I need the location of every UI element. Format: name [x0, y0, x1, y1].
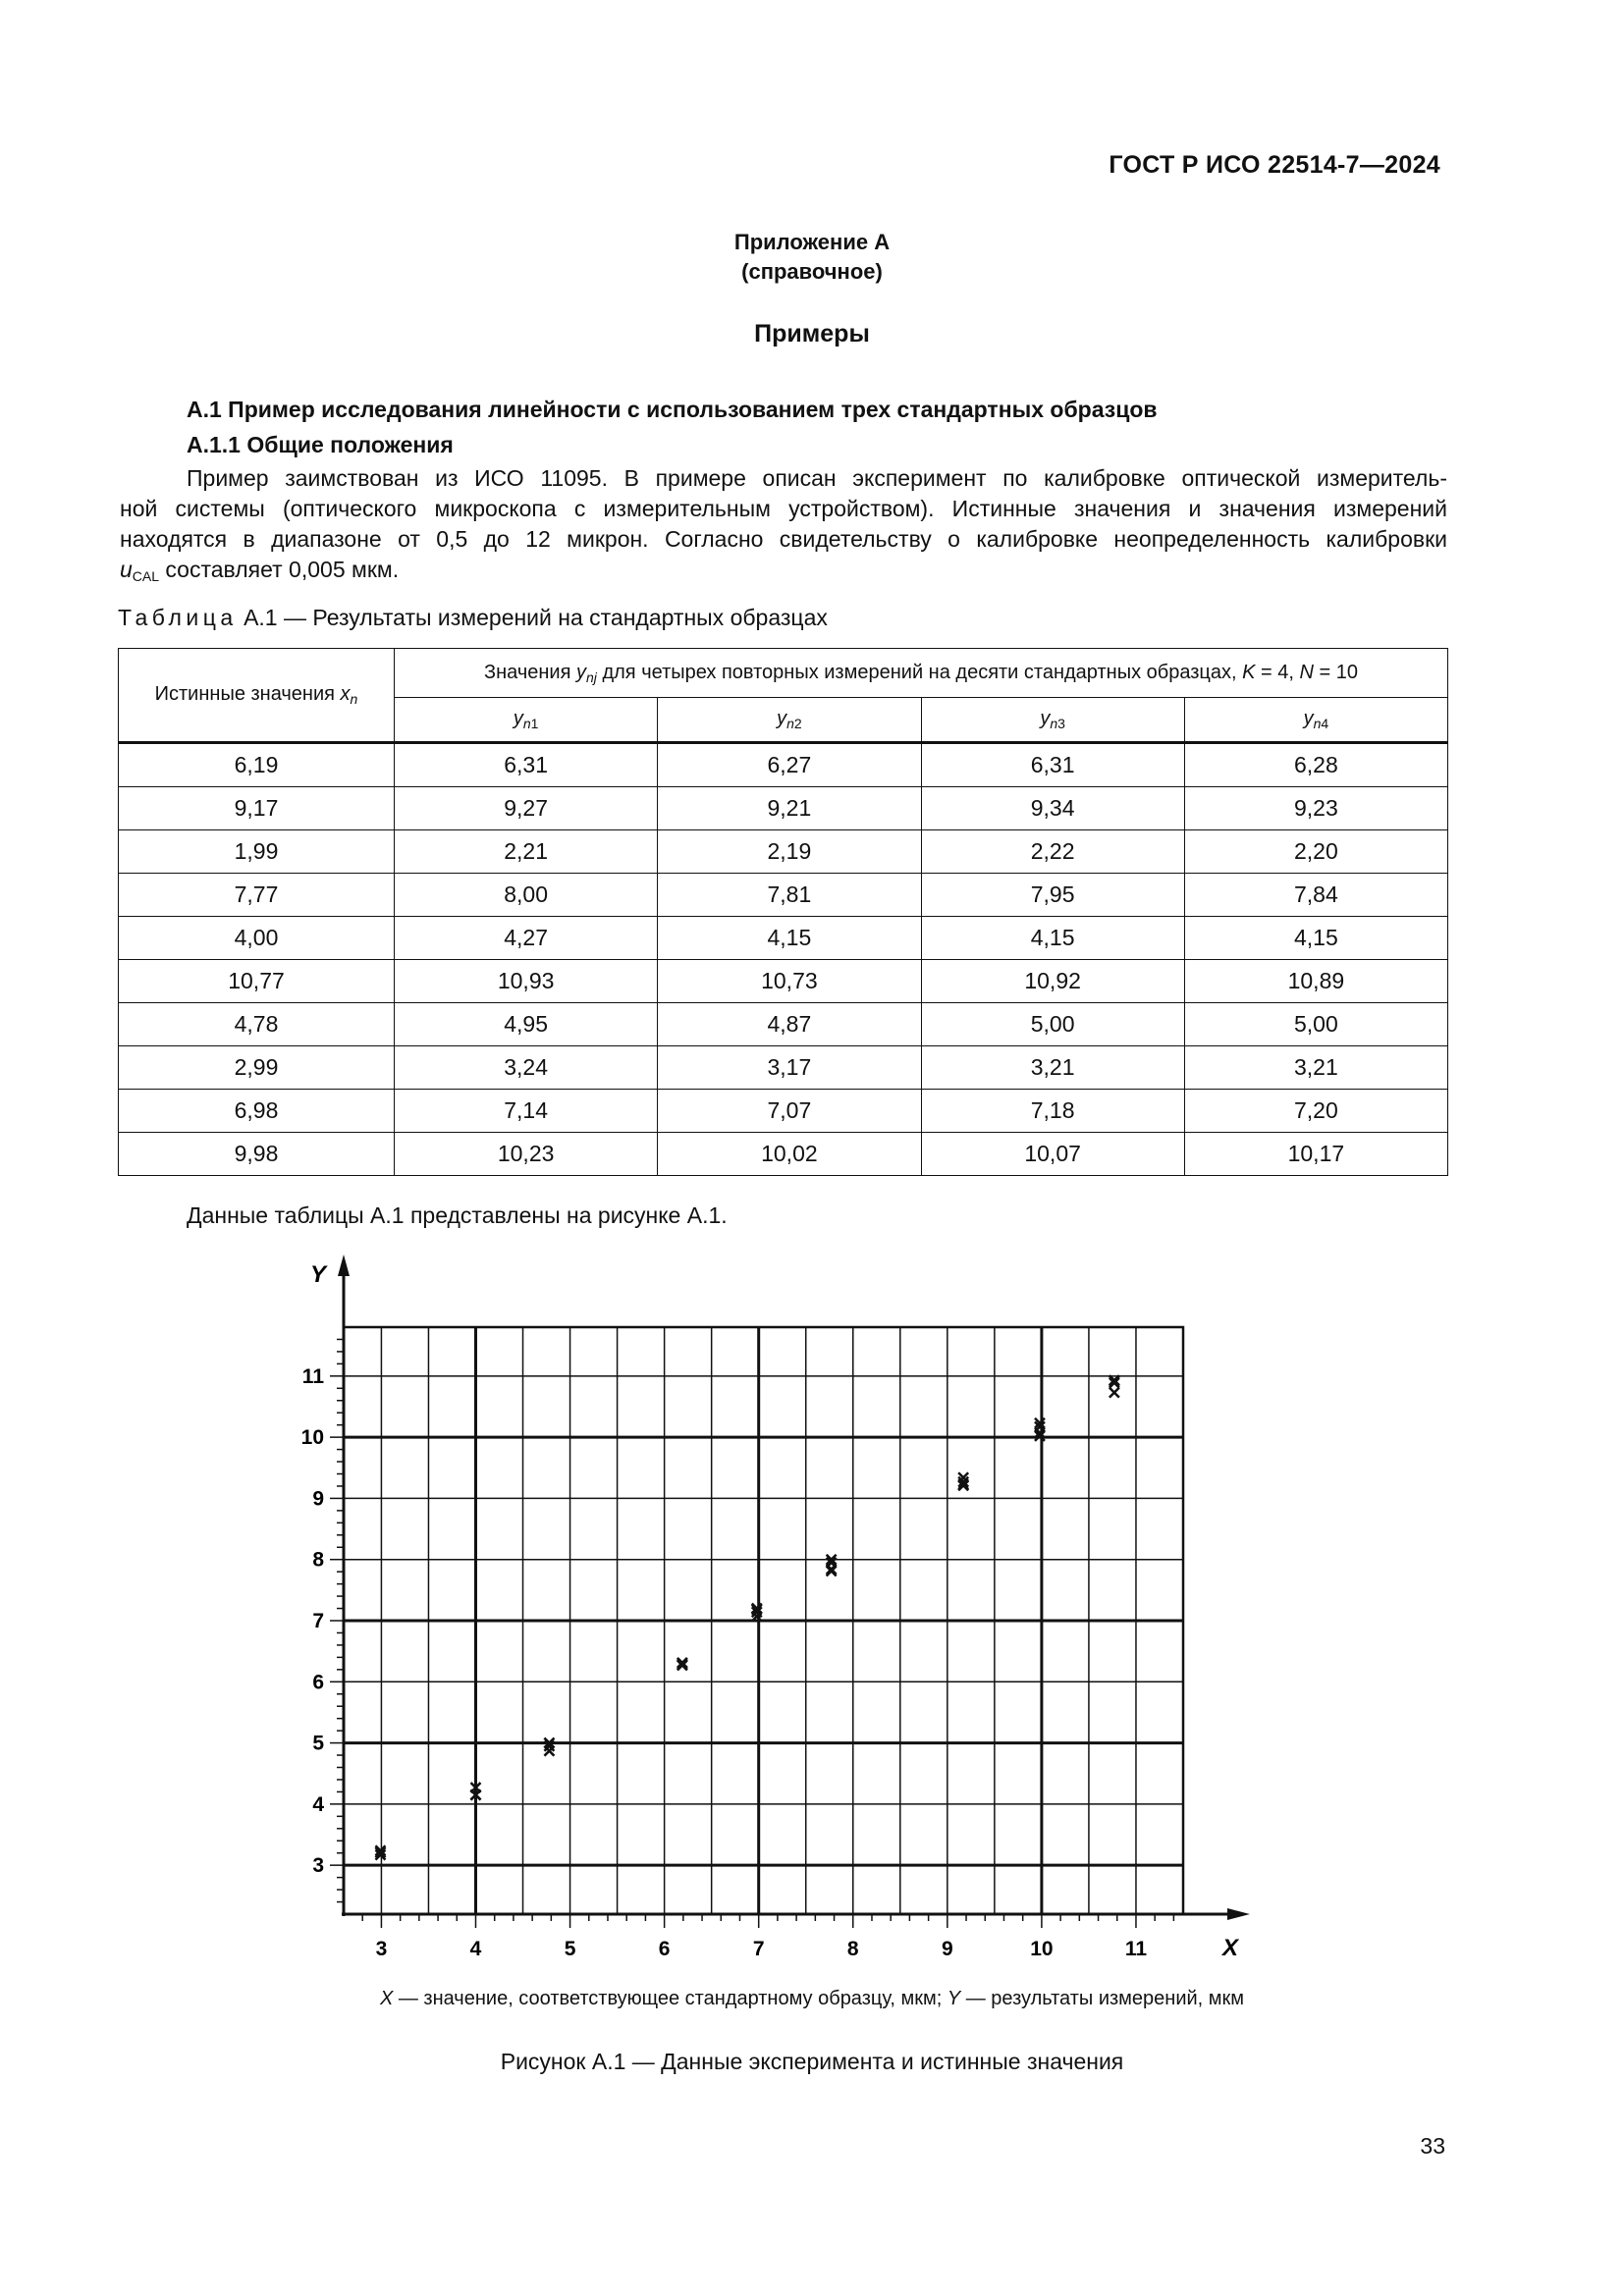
- table-body: [119, 743, 1448, 1176]
- measurement-cell: 10,07: [921, 1133, 1184, 1176]
- x-subscript: n: [350, 691, 358, 707]
- measurement-cell: 7,07: [658, 1090, 921, 1133]
- n-symbol: N: [1299, 661, 1314, 683]
- paragraph-line: находятся в диапазоне от 0,5 до 12 микрон. Согласно свидетельству о калибровке неопределенность калибровки: [120, 526, 1447, 552]
- measurement-cell: 10,93: [395, 960, 658, 1003]
- true-value-cell: 7,77: [119, 874, 395, 917]
- legend-x-symbol: X: [379, 1988, 394, 2009]
- y-axis-label: Y: [310, 1261, 327, 1288]
- table-caption-word: Таблица: [118, 605, 238, 630]
- appendix-subtitle: (справочное): [741, 259, 883, 284]
- paragraph-line: [120, 555, 1447, 592]
- x-symbol: x: [340, 683, 351, 705]
- table-row: [119, 917, 1448, 960]
- measurement-cell: 10,17: [1184, 1133, 1447, 1176]
- measurement-cell: 4,87: [658, 1003, 921, 1046]
- true-value-cell: 4,78: [119, 1003, 395, 1046]
- y-tick-label: 8: [312, 1548, 324, 1572]
- y-tick-label: 11: [301, 1364, 324, 1388]
- figure-caption: Рисунок А.1 — Данные эксперимента и истинные значения: [500, 2049, 1124, 2074]
- measurement-cell: 5,00: [921, 1003, 1184, 1046]
- k-symbol: K: [1242, 661, 1256, 683]
- results-table: [118, 648, 1448, 1176]
- y-tick-label: 6: [312, 1671, 324, 1694]
- measurement-cell: 6,27: [658, 743, 921, 787]
- sub-header-y2: $y_{n2}$: [658, 698, 921, 743]
- heading-a1: А.1 Пример исследования линейности с использованием трех стандартных образцов: [187, 397, 1158, 422]
- measurement-cell: 4,27: [395, 917, 658, 960]
- y-tick-label: 5: [312, 1732, 324, 1755]
- measurement-cell: 10,73: [658, 960, 921, 1003]
- measurement-cell: 4,15: [1184, 917, 1447, 960]
- measurement-cell: 4,95: [395, 1003, 658, 1046]
- table-row: [119, 743, 1448, 787]
- measurement-cell: 4,15: [658, 917, 921, 960]
- true-value-cell: 4,00: [119, 917, 395, 960]
- true-value-cell: 10,77: [119, 960, 395, 1003]
- paragraph-line: ной системы (оптического микроскопа с измерительным устройством). Истинные значения и значения измерений: [120, 496, 1447, 521]
- table-row: [119, 830, 1448, 874]
- measurement-cell: 5,00: [1184, 1003, 1447, 1046]
- x-tick-label: 10: [1030, 1938, 1054, 1960]
- intro-paragraph: [120, 463, 1447, 592]
- x-tick-label: 9: [941, 1938, 953, 1960]
- legend-y-symbol: Y: [947, 1988, 961, 2009]
- measurement-cell: 9,23: [1184, 787, 1447, 830]
- n-value: = 10: [1313, 661, 1358, 683]
- true-value-cell: 9,17: [119, 787, 395, 830]
- figure-lead-text: Данные таблицы А.1 представлены на рисунке А.1.: [187, 1202, 728, 1228]
- table-caption-text: А.1 — Результаты измерений на стандартных образцах: [237, 605, 828, 630]
- measurement-cell: 10,02: [658, 1133, 921, 1176]
- measurement-cell: 9,27: [395, 787, 658, 830]
- sub-header-y3: $y_{n3}$: [921, 698, 1184, 743]
- true-value-cell: 9,98: [119, 1133, 395, 1176]
- y-tick-label: 7: [312, 1610, 324, 1632]
- page-number: 33: [1420, 2133, 1445, 2159]
- table-row: [119, 1046, 1448, 1090]
- measurement-cell: 7,84: [1184, 874, 1447, 917]
- y-tick-label: 3: [312, 1854, 324, 1878]
- section-title: Примеры: [754, 320, 870, 347]
- x-tick-label: 7: [752, 1938, 765, 1960]
- x-axis-label: X: [1222, 1935, 1239, 1961]
- measurement-cell: 7,81: [658, 874, 921, 917]
- true-value-cell: 6,98: [119, 1090, 395, 1133]
- legend-x-text: — значение, соответствующее стандартному образцу, мкм;: [393, 1988, 947, 2009]
- true-value-cell: 1,99: [119, 830, 395, 874]
- measurements-group-header: [395, 649, 1448, 698]
- table-caption: [118, 605, 828, 631]
- x-tick-label: 8: [846, 1938, 859, 1960]
- x-tick-label: 4: [469, 1938, 482, 1960]
- paragraph-tail: составляет 0,005 мкм.: [159, 557, 400, 582]
- sub-header-y4: $y_{n4}$: [1184, 698, 1447, 743]
- measurement-cell: 9,21: [658, 787, 921, 830]
- table-row: [119, 1133, 1448, 1176]
- sub-header-y1: $y_{n1}$: [395, 698, 658, 743]
- data-point: [1110, 1388, 1119, 1398]
- y-subscript: nj: [586, 668, 597, 685]
- table-row: [119, 960, 1448, 1003]
- true-value-cell: 6,19: [119, 743, 395, 787]
- y-tick-label: 4: [312, 1792, 324, 1816]
- measurement-cell: 8,00: [395, 874, 658, 917]
- measurement-cell: 7,14: [395, 1090, 658, 1133]
- measurement-cell: 7,18: [921, 1090, 1184, 1133]
- true-value-cell: 2,99: [119, 1046, 395, 1090]
- heading-a11: А.1.1 Общие положения: [187, 432, 454, 457]
- document-code: ГОСТ Р ИСО 22514-7—2024: [1109, 151, 1440, 179]
- measurement-cell: 6,28: [1184, 743, 1447, 787]
- legend-y-text: — результаты измерений, мкм: [960, 1988, 1245, 2009]
- measurement-cell: 7,20: [1184, 1090, 1447, 1133]
- measurement-cell: 7,95: [921, 874, 1184, 917]
- x-tick-label: 11: [1124, 1938, 1148, 1960]
- measurement-cell: 6,31: [921, 743, 1184, 787]
- x-tick-label: 5: [564, 1938, 576, 1960]
- true-values-label: Истинные значения: [154, 683, 341, 705]
- y-symbol: y: [576, 661, 586, 683]
- x-axis-arrow: [1227, 1908, 1250, 1920]
- measurement-cell: 10,89: [1184, 960, 1447, 1003]
- measurement-cell: 10,92: [921, 960, 1184, 1003]
- u-cal-subscript: CAL: [132, 568, 160, 584]
- measurement-cell: 3,21: [921, 1046, 1184, 1090]
- measurement-cell: 4,15: [921, 917, 1184, 960]
- measurement-cell: 3,17: [658, 1046, 921, 1090]
- table-row: [119, 1090, 1448, 1133]
- figure-legend: [0, 1988, 1624, 2010]
- measurement-cell: 2,19: [658, 830, 921, 874]
- x-tick-label: 3: [375, 1938, 388, 1960]
- x-tick-label: 6: [658, 1938, 671, 1960]
- measurement-cell: 2,20: [1184, 830, 1447, 874]
- appendix-heading: [0, 228, 1624, 287]
- k-value: = 4,: [1255, 661, 1300, 683]
- y-axis-arrow: [338, 1255, 350, 1276]
- y-tick-label: 9: [312, 1487, 324, 1511]
- measurement-cell: 6,31: [395, 743, 658, 787]
- y-tick-label: 10: [300, 1426, 324, 1450]
- measurement-cell: 9,34: [921, 787, 1184, 830]
- paragraph-line: Пример заимствован из ИСО 11095. В примере описан эксперимент по калибровке оптической измеритель-: [187, 465, 1447, 491]
- measurement-cell: 2,21: [395, 830, 658, 874]
- scatter-chart: [275, 1247, 1276, 1983]
- table-row: [119, 874, 1448, 917]
- table-row: [119, 787, 1448, 830]
- measurement-cell: 3,24: [395, 1046, 658, 1090]
- group-header-mid: для четырех повторных измерений на десяти стандартных образцах,: [596, 661, 1243, 683]
- appendix-title: Приложение А: [733, 230, 891, 254]
- table-row: [119, 1003, 1448, 1046]
- measurement-cell: 2,22: [921, 830, 1184, 874]
- u-cal-symbol: u: [120, 557, 133, 582]
- true-values-header: [119, 649, 395, 743]
- measurement-cell: 10,23: [395, 1133, 658, 1176]
- measurement-cell: 3,21: [1184, 1046, 1447, 1090]
- group-header-pre: Значения: [484, 661, 576, 683]
